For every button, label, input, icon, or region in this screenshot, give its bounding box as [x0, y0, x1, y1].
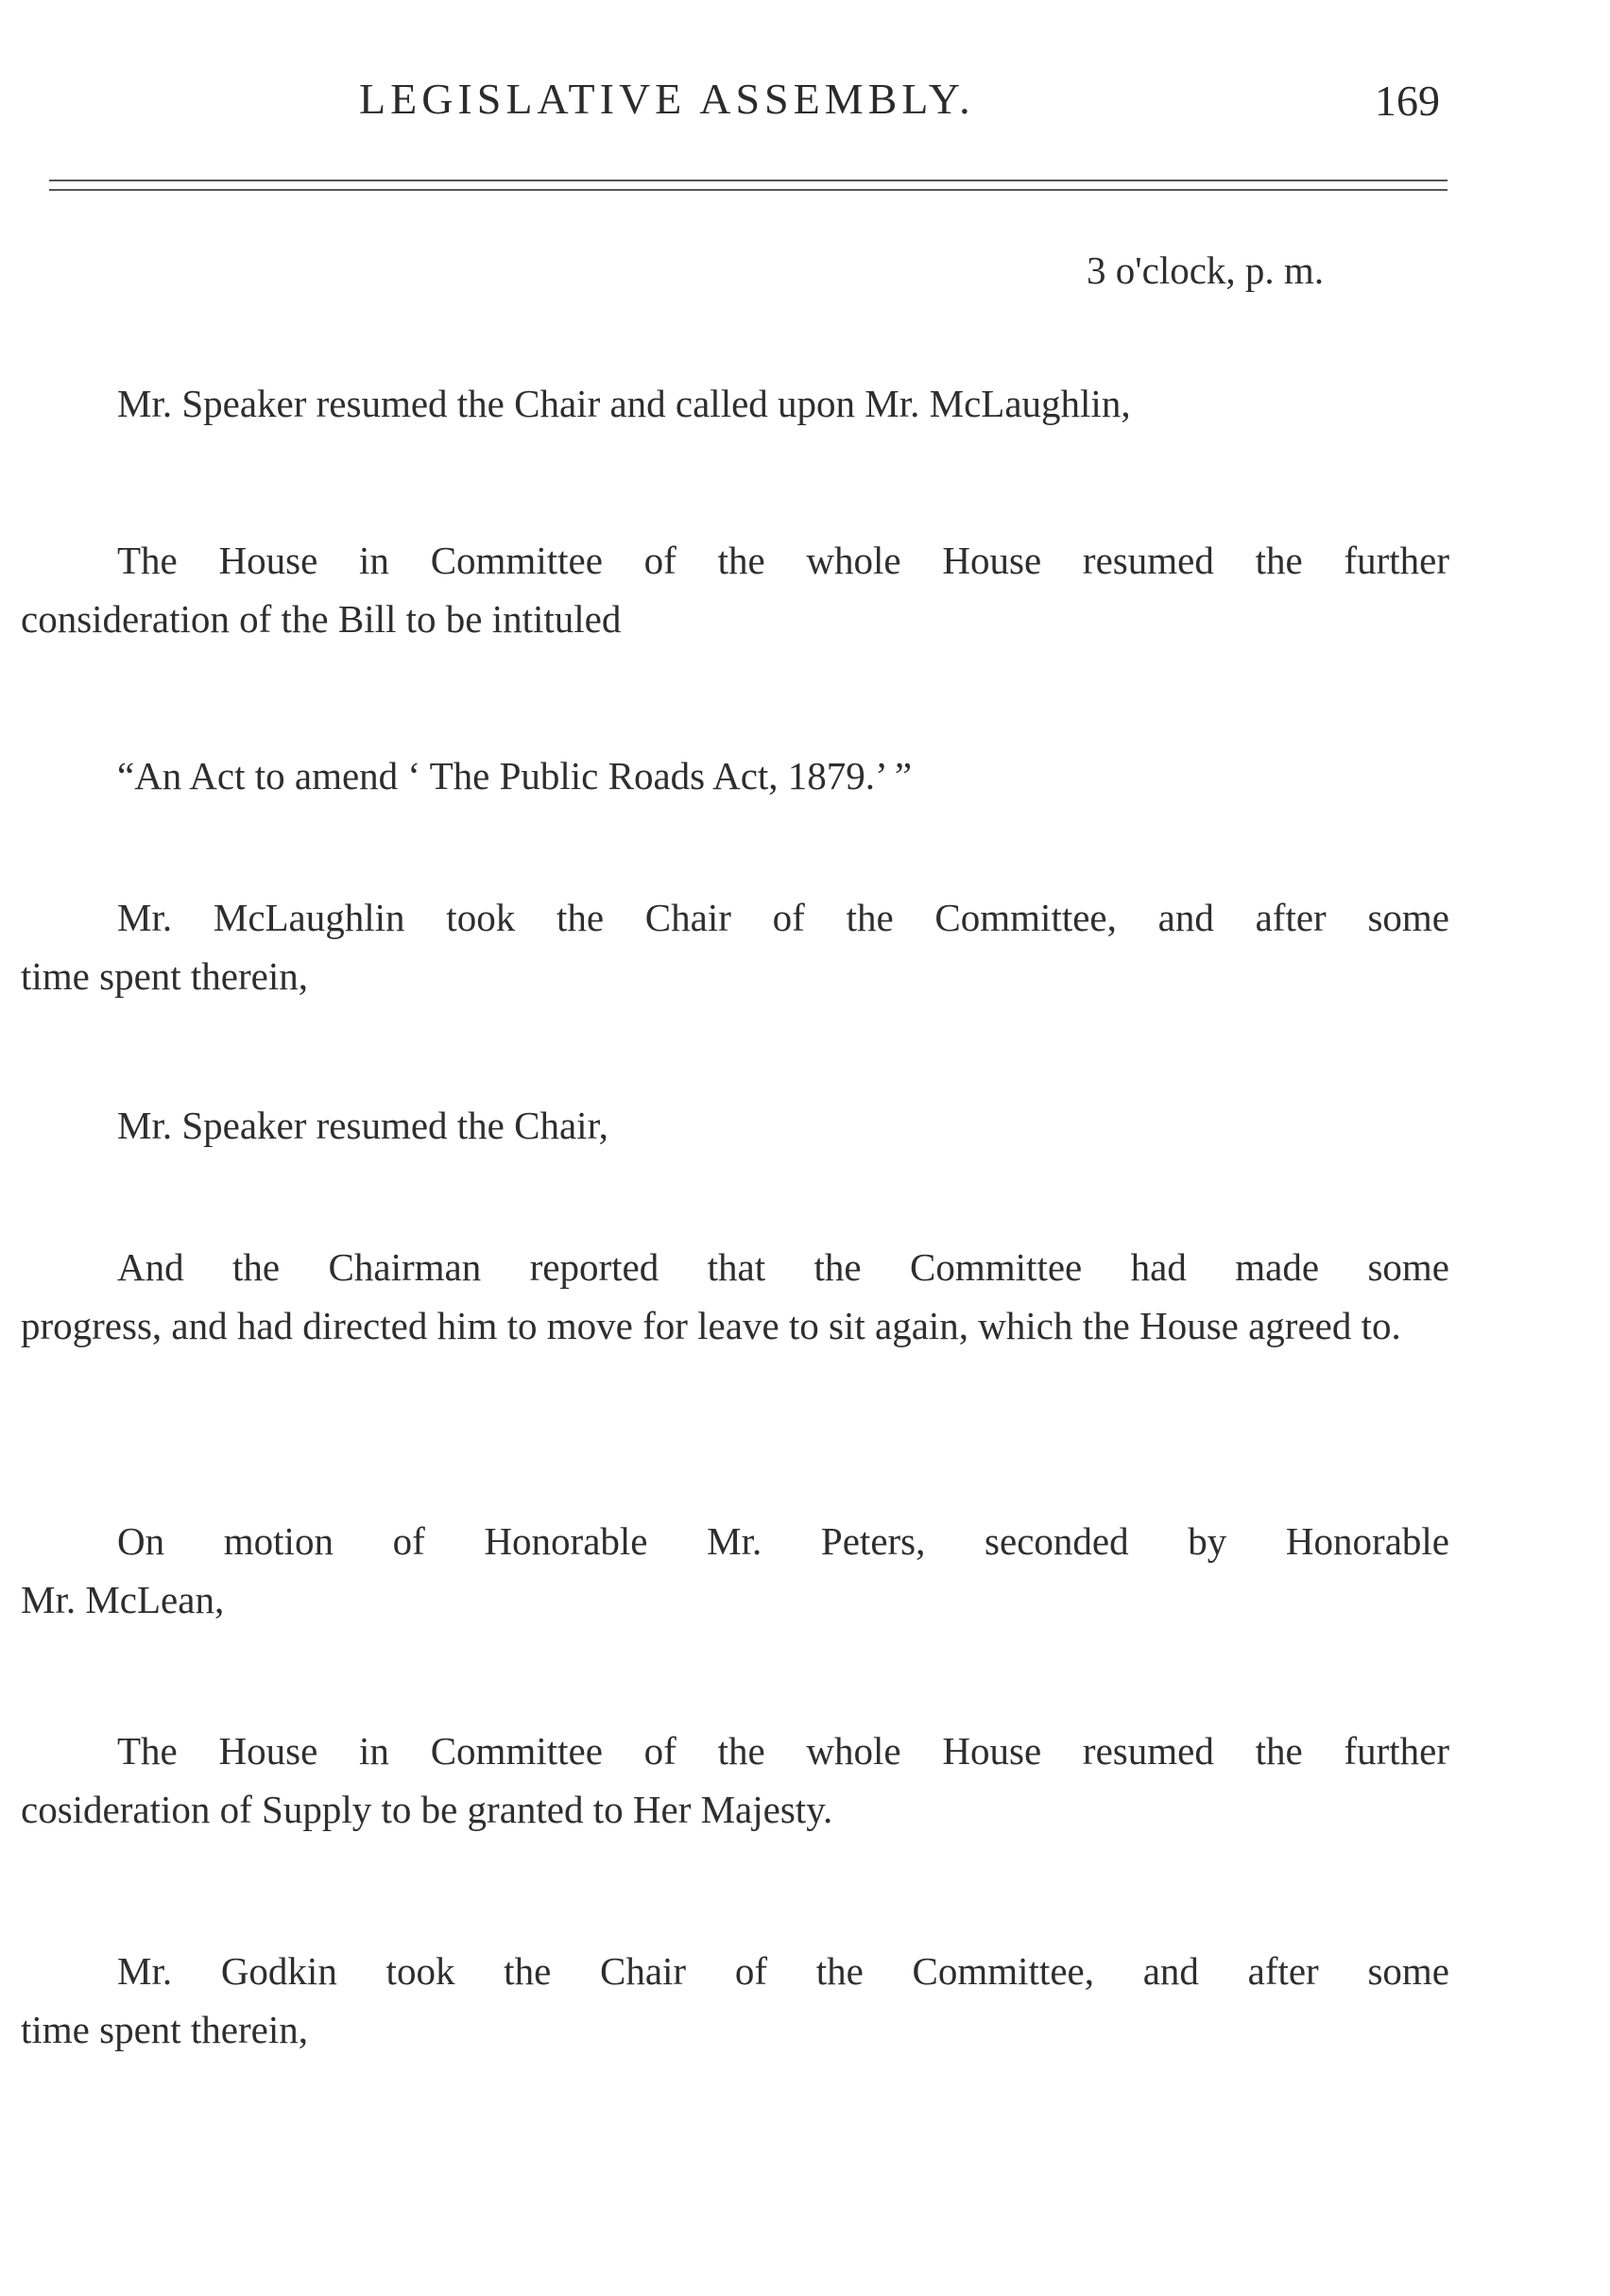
paragraph-act-title	[21, 746, 1449, 805]
paragraph-line: “An Act to amend ‘ The Public Roads Act, 1879.’ ”	[117, 754, 913, 797]
paragraph-mclaughlin-chair	[21, 888, 1449, 1005]
paragraph-line: Mr. Speaker resumed the Chair and called upon Mr. McLaughlin,	[117, 382, 1131, 425]
paragraph-motion-peters	[21, 1512, 1449, 1629]
paragraph-continuation: cosideration of Supply to be granted to Her Majesty.	[21, 1788, 833, 1831]
paragraph-continuation: time spent therein,	[21, 2008, 308, 2051]
header-rule-bottom	[49, 189, 1447, 191]
paragraph-line: On motion of Honorable Mr. Peters, seconded by Honorable	[117, 1519, 1449, 1563]
paragraph-continuation: time spent therein,	[21, 954, 308, 998]
header-rule-top	[49, 180, 1447, 181]
time-stamp: 3 o'clock, p. m.	[1087, 248, 1325, 292]
paragraph-line: And the Chairman reported that the Committee had made some	[117, 1245, 1449, 1289]
paragraph-godkin-chair	[21, 1942, 1449, 2059]
running-header-title: LEGISLATIVE ASSEMBLY.	[359, 75, 975, 123]
paragraph-house-committee-bill	[21, 531, 1449, 648]
page-number: 169	[1375, 77, 1440, 125]
paragraph-house-committee-supply	[21, 1722, 1449, 1839]
paragraph-continuation: Mr. McLean,	[21, 1578, 225, 1621]
paragraph-line: Mr. Godkin took the Chair of the Committee, and after some	[117, 1949, 1449, 1993]
paragraph-line: The House in Committee of the whole House resumed the further	[117, 539, 1449, 582]
paragraph-line: Mr. Speaker resumed the Chair,	[117, 1104, 608, 1147]
paragraph-continuation: progress, and had directed him to move for leave to sit again, which the House agreed to.	[21, 1304, 1401, 1347]
paragraph-speaker-resumed-2	[21, 1096, 1449, 1155]
paragraph-continuation: consideration of the Bill to be intituled	[21, 597, 622, 641]
paragraph-chairman-reported	[21, 1238, 1449, 1355]
paragraph-line: The House in Committee of the whole House resumed the further	[117, 1729, 1449, 1773]
paragraph-speaker-resumed	[21, 374, 1449, 433]
paragraph-line: Mr. McLaughlin took the Chair of the Committee, and after some	[117, 896, 1449, 939]
